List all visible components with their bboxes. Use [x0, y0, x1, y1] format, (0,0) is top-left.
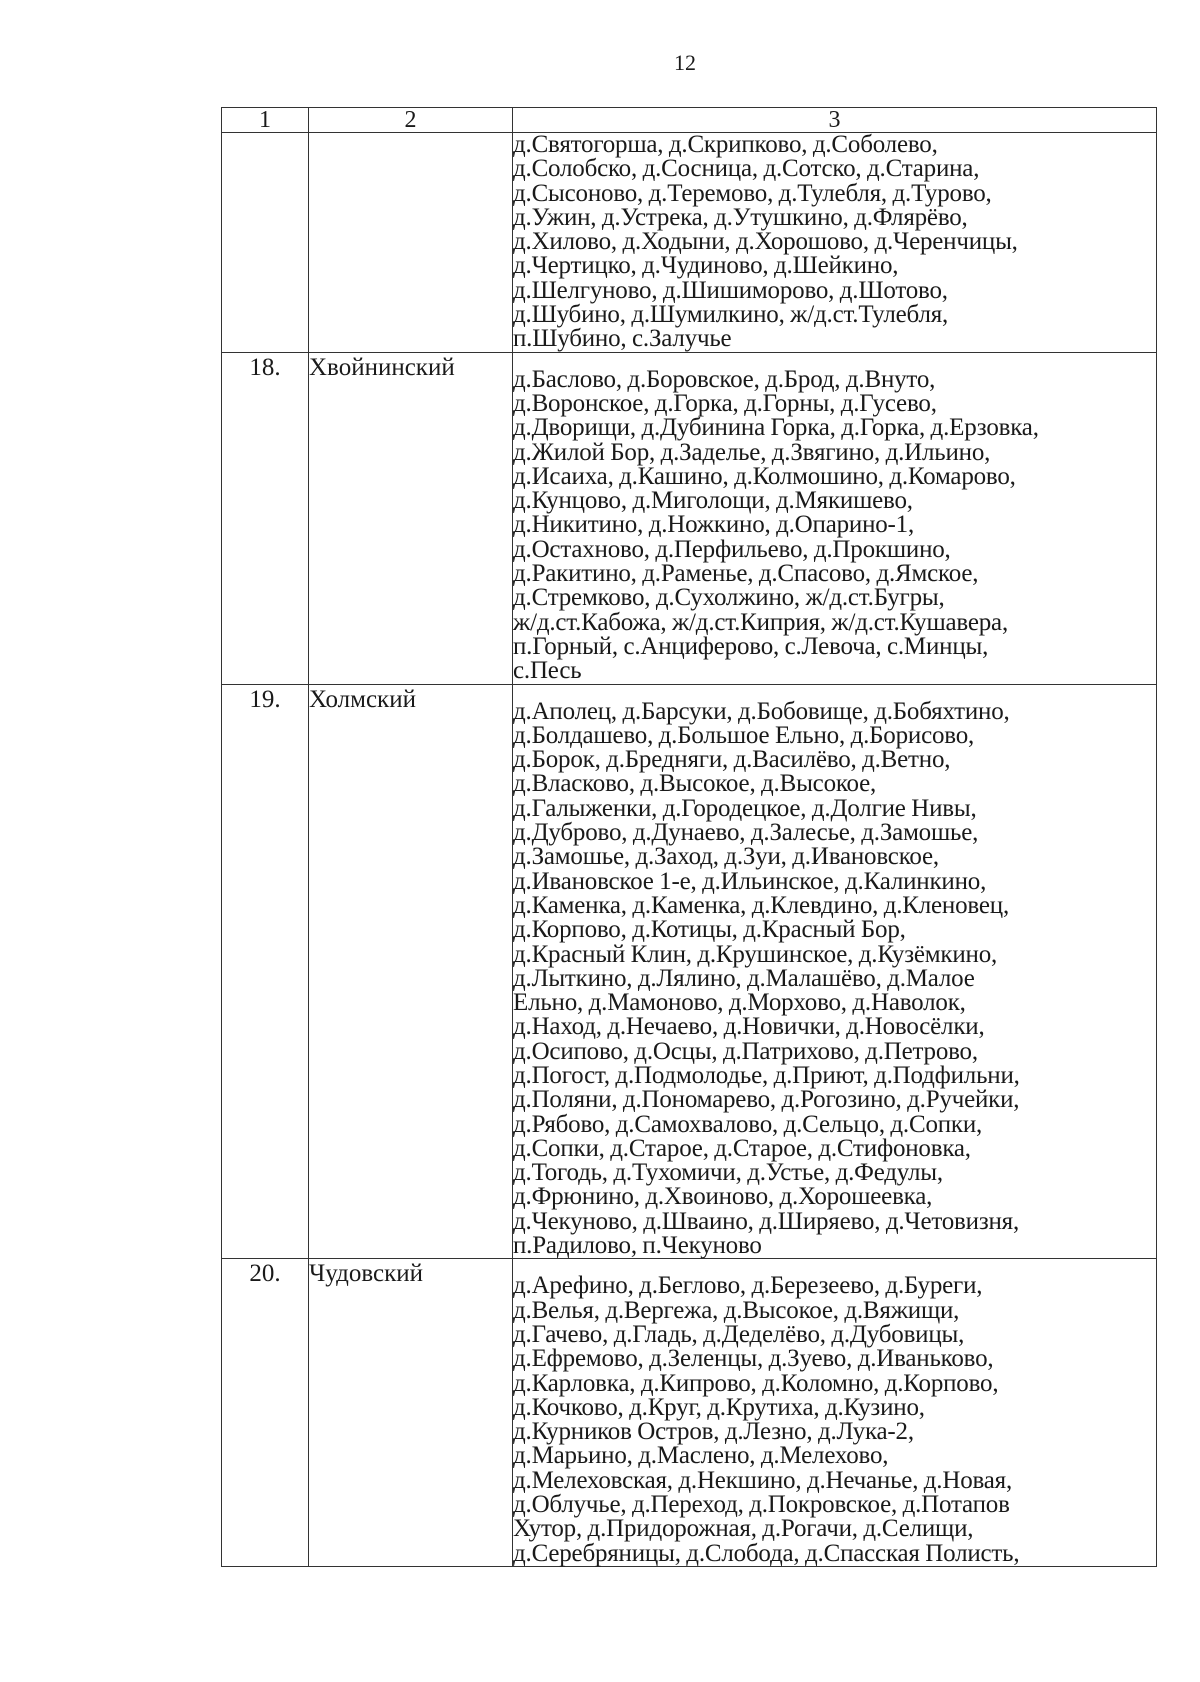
column-header-number: 1: [222, 108, 309, 133]
settlement-list: д.Святогорша, д.Скрипково, д.Соболево, д.Солобско, д.Сосница, д.Сотско, д.Старина, д.Сысоново, д.Теремово, д.Тулебля, д.Турово, д.Ужин, д.Устрека, д.Утушкино, д.Флярёво, д.Хилово, д.Ходыни, д.Хорошово, д.Черенчицы, д.Чертицко, д.Чудиново, д.Шейкино, д.Шелгуново, д.Шишиморово, д.Шотово, д.Шубино, д.Шумилкино, ж/д.ст.Тулебля, п.Шубино, с.Залучье: [513, 133, 1157, 353]
district-name: Хвойнинский: [309, 352, 513, 684]
settlement-list: д.Арефино, д.Беглово, д.Березеево, д.Буреги, д.Велья, д.Вергежа, д.Высокое, д.Вяжищи, д.Гачево, д.Гладь, д.Деделёво, д.Дубовицы, д.Ефремово, д.Зеленцы, д.Зуево, д.Иваньково, д.Карловка, д.Кипрово, д.Коломно, д.Корпово, д.Кочково, д.Круг, д.Крутиха, д.Кузино, д.Курников Остров, д.Лезно, д.Лука-2, д.Марьино, д.Маслено, д.Мелехово, д.Мелеховская, д.Некшино, д.Нечанье, д.Новая, д.Облучье, д.Переход, д.Покровское, д.Потапов Хутор, д.Придорожная, д.Рогачи, д.Селищи, д.Серебряницы, д.Слобода, д.Спасская Полисть,: [513, 1259, 1157, 1567]
row-number: [222, 133, 309, 353]
district-name: Холмский: [309, 684, 513, 1259]
column-header-district: 2: [309, 108, 513, 133]
table-row-continuation: [222, 133, 1157, 353]
row-number: 18.: [222, 352, 309, 684]
district-name: Чудовский: [309, 1259, 513, 1567]
row-number: 20.: [222, 1259, 309, 1567]
settlements-table: [221, 107, 1157, 1567]
row-number: 19.: [222, 684, 309, 1259]
table-row-19: [222, 684, 1157, 1259]
column-header-settlements: 3: [513, 108, 1157, 133]
settlement-list: д.Аполец, д.Барсуки, д.Бобовище, д.Бобяхтино, д.Болдашево, д.Большое Ельно, д.Борисово, д.Борок, д.Бредняги, д.Василёво, д.Ветно, д.Власково, д.Высокое, д.Высокое, д.Галыженки, д.Городецкое, д.Долгие Нивы, д.Дуброво, д.Дунаево, д.Залесье, д.Замошье, д.Замошье, д.Заход, д.Зуи, д.Ивановское, д.Ивановское 1-е, д.Ильинское, д.Калинкино, д.Каменка, д.Каменка, д.Клевдино, д.Кленовец, д.Корпово, д.Котицы, д.Красный Бор, д.Красный Клин, д.Крушинское, д.Кузёмкино, д.Лыткино, д.Лялино, д.Малашёво, д.Малое Ельно, д.Мамоново, д.Морхово, д.Наволок, д.Наход, д.Нечаево, д.Новички, д.Новосёлки, д.Осипово, д.Осцы, д.Патрихово, д.Петрово, д.Погост, д.Подмолодье, д.Приют, д.Подфильни, д.Поляни, д.Пономарево, д.Рогозино, д.Ручейки, д.Рябово, д.Самохвалово, д.Сельцо, д.Сопки, д.Сопки, д.Старое, д.Старое, д.Стифоновка, д.Тогодь, д.Тухомичи, д.Устье, д.Федулы, д.Фрюнино, д.Хвоиново, д.Хорошеевка, д.Чекуново, д.Шваино, д.Ширяево, д.Четовизня, п.Радилово, п.Чекуново: [513, 684, 1157, 1259]
table-header-row: [222, 108, 1157, 133]
district-name: [309, 133, 513, 353]
table-row-20: [222, 1259, 1157, 1567]
page-number: 12: [674, 50, 696, 75]
settlement-list: д.Баслово, д.Боровское, д.Брод, д.Внуто, д.Воронское, д.Горка, д.Горны, д.Гусево, д.Дворищи, д.Дубинина Горка, д.Горка, д.Ерзовка, д.Жилой Бор, д.Заделье, д.Звягино, д.Ильино, д.Исаиха, д.Кашино, д.Колмошино, д.Комарово, д.Кунцово, д.Миголощи, д.Мякишево, д.Никитино, д.Ножкино, д.Опарино-1, д.Остахново, д.Перфильево, д.Прокшино, д.Ракитино, д.Раменье, д.Спасово, д.Ямское, д.Стремково, д.Сухолжино, ж/д.ст.Бугры, ж/д.ст.Кабожа, ж/д.ст.Киприя, ж/д.ст.Кушавера, п.Горный, с.Анциферово, с.Левоча, с.Минцы, с.Песь: [513, 352, 1157, 684]
table-row-18: [222, 352, 1157, 684]
